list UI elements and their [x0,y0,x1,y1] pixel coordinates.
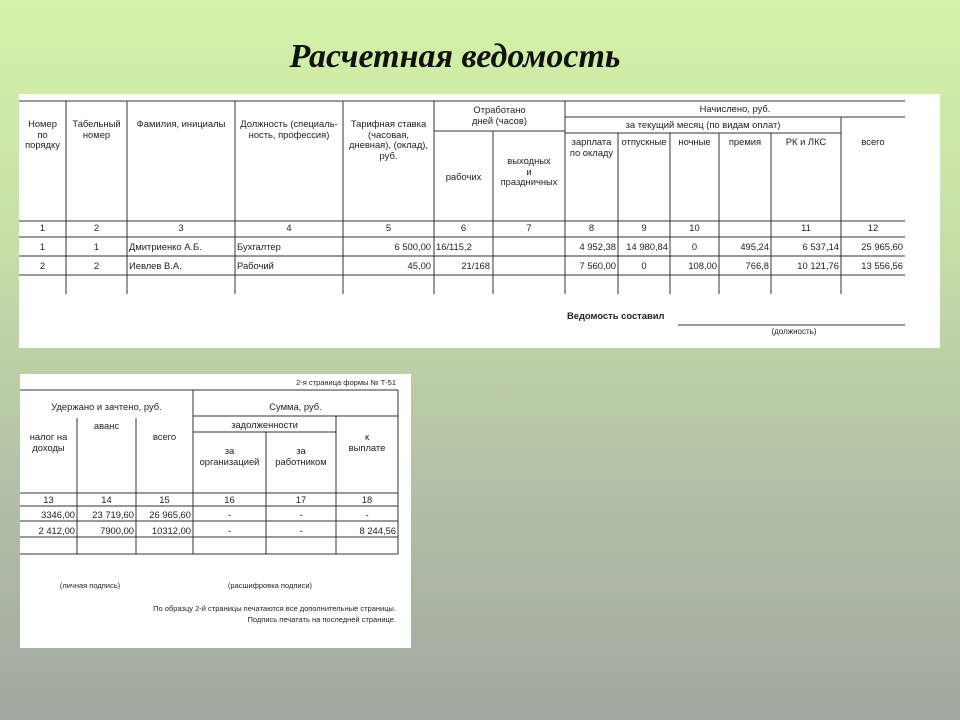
header-night: ночные [678,136,711,147]
colnum-16: 16 [224,494,235,505]
header-org: за организацией [199,445,260,467]
colnum-10: 10 [689,222,700,233]
header-rate: Тарифная ставка (часовая, дневная), (оклад), руб. [348,118,429,161]
payroll-sheet-page1: Номер по порядку Табельный номер Фамилия, инициалы Должность (специаль- ность, профессия) Тарифная ставка (часовая, дневная), (оклад), руб. Отработано дней (часов) рабочих выходных и праздничных Начислено, руб. за текущий месяц (по видам оплат) зарплата по окладу отпускные ночные премия РК и ЛКС всего 1 2 3 4 5 6 7 8 9 10 11 12 1 1 Дмитриенко А.Б. Бухгалтер 6 500,00 16/115,2 4 952,38 14 980,84 0 495,24 6 537,14 25 965,60 2 2 Иевлев В.А. Рабочий 45,00 21/168 7 560,00 0 108,00 766,8 10 121,76 13 556,56 Ведомость составил (должность) [19,94,940,348]
header-vacation: отпускные [621,136,667,147]
colnum-17: 17 [295,494,307,505]
header-tax: налог на доходы [29,431,68,453]
colnum-12: 12 [867,222,879,233]
header-tab-number: Табельный номер [72,118,121,140]
header-total: всего [861,136,885,147]
colnum-7: 7 [526,222,532,233]
header-rk: РК и ЛКС [785,136,827,147]
colnum-2: 2 [93,222,100,233]
payroll-sheet-page2: 2-я страница формы № Т-51 Удержано и зачтено, руб. налог на доходы аванс всего Сумма, руб. задолженности за организацией за работником к выплате 13 14 15 16 17 18 3346,00 23 719,60 26 965,60 - - - 2 412,00 7900,00 10312,00 - - 8 244,56 (личная подпись) (расшифровка подписи) По образцу 2-й страницы печатаются все дополнительные страницы. Подпись печатать на последней странице. [20,374,411,648]
header-debt: задолженности [231,419,298,430]
header-position: Должность (специаль- ность, профессия) [240,118,338,140]
header-accrued: Начислено, руб. [699,103,771,114]
header-salary: зарплата по окладу [569,136,614,158]
colnum-6: 6 [460,222,467,233]
header-withheld: Удержано и зачтено, руб. [51,401,162,412]
position-caption: (должность) [771,327,817,336]
header-bonus: премия [728,136,762,147]
colnum-15: 15 [159,494,170,505]
note-signature: Подпись печатать на последней странице. [247,615,396,624]
signature-caption: (личная подпись) [59,581,121,590]
decoding-caption: (расшифровка подписи) [227,581,313,590]
header-number: Номер по порядку [25,118,60,150]
header-sum: Сумма, руб. [269,401,322,412]
header-off-days: выходных и праздничных [500,155,558,187]
colnum-4: 4 [286,222,292,233]
header-work-days: рабочих [445,171,482,182]
colnum-1: 1 [39,222,46,233]
compiled-by-label: Ведомость составил [567,310,665,321]
header-fio: Фамилия, инициалы [136,118,226,129]
colnum-11: 11 [801,222,811,233]
colnum-8: 8 [588,222,595,233]
header-worked: Отработано дней (часов) [471,104,528,126]
colnum-18: 18 [361,494,373,505]
header-payout: к выплате [348,431,386,453]
page-caption: 2-я страница формы № Т-51 [296,378,396,387]
colnum-3: 3 [178,222,184,233]
header-worker: за работником [275,445,327,467]
page-title: Расчетная ведомость [289,38,621,75]
colnum-5: 5 [385,222,392,233]
table-grid-page1 [19,94,940,348]
header-total-withheld: всего [152,431,177,442]
header-advance: аванс [93,420,120,431]
colnum-14: 14 [101,494,112,505]
header-current-month: за текущий месяц (по видам оплат) [625,119,781,130]
colnum-9: 9 [641,222,647,233]
colnum-13: 13 [43,494,54,505]
note-additional-pages: По образцу 2-й страницы печатаются все дополнительные страницы. [153,604,396,613]
